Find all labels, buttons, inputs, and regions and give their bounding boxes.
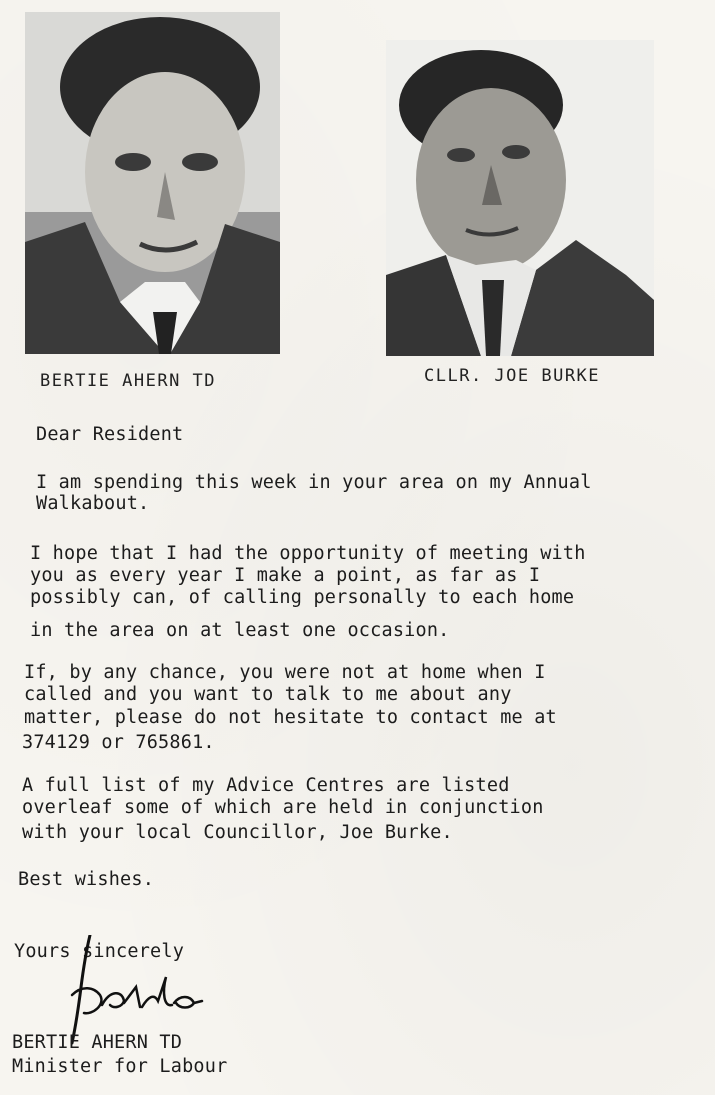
caption-left: BERTIE AHERN TD [40, 371, 217, 391]
paragraph-3-line-1: If, by any chance, you were not at home when I [24, 662, 546, 683]
paragraph-4-line-1: A full list of my Advice Centres are listed [22, 775, 510, 796]
paragraph-2-line-3: possibly can, of calling personally to each home [30, 587, 575, 608]
signatory-title: Minister for Labour [12, 1056, 228, 1077]
paragraph-1-line-1: I am spending this week in your area on my Annual [36, 472, 592, 493]
paragraph-2-line-1: I hope that I had the opportunity of meeting with [30, 543, 586, 564]
paragraph-3-line-4: 374129 or 765861. [22, 732, 215, 753]
paragraph-1-line-2: Walkabout. [36, 493, 150, 514]
handwritten-signature [62, 935, 212, 1045]
paragraph-2-line-2: you as every year I make a point, as far as I [30, 565, 541, 586]
signatory-name: BERTIE AHERN TD [12, 1032, 183, 1053]
paragraph-4-line-2: overleaf some of which are held in conjunction [22, 797, 544, 818]
portrait-photo-left [25, 12, 280, 354]
paragraph-3-line-2: called and you want to talk to me about any [24, 684, 512, 705]
closing-wish: Best wishes. [18, 869, 155, 890]
salutation: Dear Resident [36, 424, 184, 445]
paragraph-2-line-4: in the area on at least one occasion. [30, 620, 450, 641]
valediction: Yours sincerely [14, 941, 185, 962]
paragraph-3-line-3: matter, please do not hesitate to contact me at [24, 707, 557, 728]
paragraph-4-line-3: with your local Councillor, Joe Burke. [22, 822, 453, 843]
caption-right: CLLR. JOE BURKE [424, 366, 601, 386]
portrait-photo-right [386, 40, 654, 356]
